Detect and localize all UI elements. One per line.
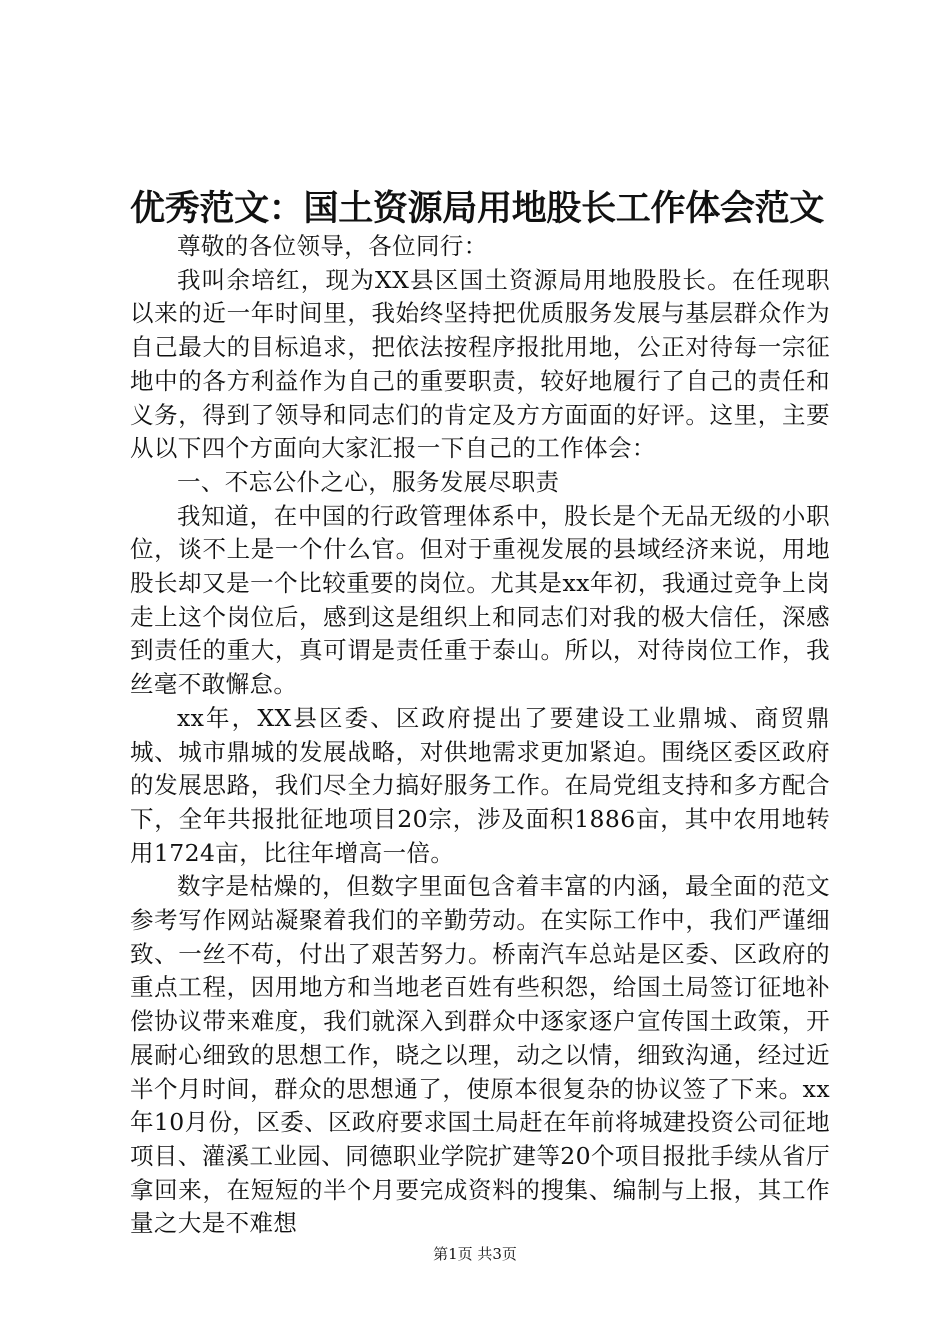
paragraph-details: 数字是枯燥的，但数字里面包含着丰富的内涵，最全面的范文参考写作网站凝聚着我们的辛勤劳动。在实际工作中，我们严谨细致、一丝不苟，付出了艰苦努力。桥南汽车总站是区委、区政府的重点工程，因用地方和当地老百姓有些积怨，给国土局签订征地补偿协议带来难度，我们就深入到群众中逐家逐户宣传国土政策，开展耐心细致的思想工作，晓之以理，动之以情，细致沟通，经过近半个月时间，群众的思想通了，使原本很复杂的协议签了下来。xx年10月份，区委、区政府要求国土局赶在年前将城建投资公司征地项目、灌溪工业园、同德职业学院扩建等20个项目报批手续从省厅拿回来，在短短的半个月要完成资料的搜集、编制与上报，其工作量之大是不难想	[130, 872, 830, 1238]
document-title: 优秀范文：国土资源局用地股长工作体会范文	[130, 188, 825, 229]
paragraph-introduction: 我叫余培红，现为XX县区国土资源局用地股股长。在任现职以来的近一年时间里，我始终坚持把优质服务发展与基层群众作为自己最大的目标追求，把依法按程序报批用地，公正对待每一宗征地中的各方利益作为自己的重要职责，较好地履行了自己的责任和义务，得到了领导和同志们的肯定及方方面面的好评。这里，主要从以下四个方面向大家汇报一下自己的工作体会：	[130, 265, 830, 463]
section-heading-1: 一、不忘公仆之心，服务发展尽职责	[177, 467, 560, 496]
paragraph-section-1: 我知道，在中国的行政管理体系中，股长是个无品无级的小职位，谈不上是一个什么官。但对于重视发展的县域经济来说，用地股长却又是一个比较重要的岗位。尤其是xx年初，我通过竞争上岗走上这个岗位后，感到这是组织上和同志们对我的极大信任，深感到责任的重大，真可谓是责任重于泰山。所以，对待岗位工作，我丝毫不敢懈怠。	[130, 501, 830, 699]
paragraph-results: xx年，XX县区委、区政府提出了要建设工业鼎城、商贸鼎城、城市鼎城的发展战略，对供地需求更加紧迫。围绕区委区政府的发展思路，我们尽全力搞好服务工作。在局党组支持和多方配合下，全年共报批征地项目20宗，涉及面积1886亩，其中农用地转用1724亩，比往年增高一倍。	[130, 703, 830, 867]
page-number-footer: 第1页 共3页	[433, 1245, 517, 1263]
paragraph-greeting: 尊敬的各位领导，各位同行：	[177, 232, 488, 260]
document-body	[130, 230, 830, 1241]
